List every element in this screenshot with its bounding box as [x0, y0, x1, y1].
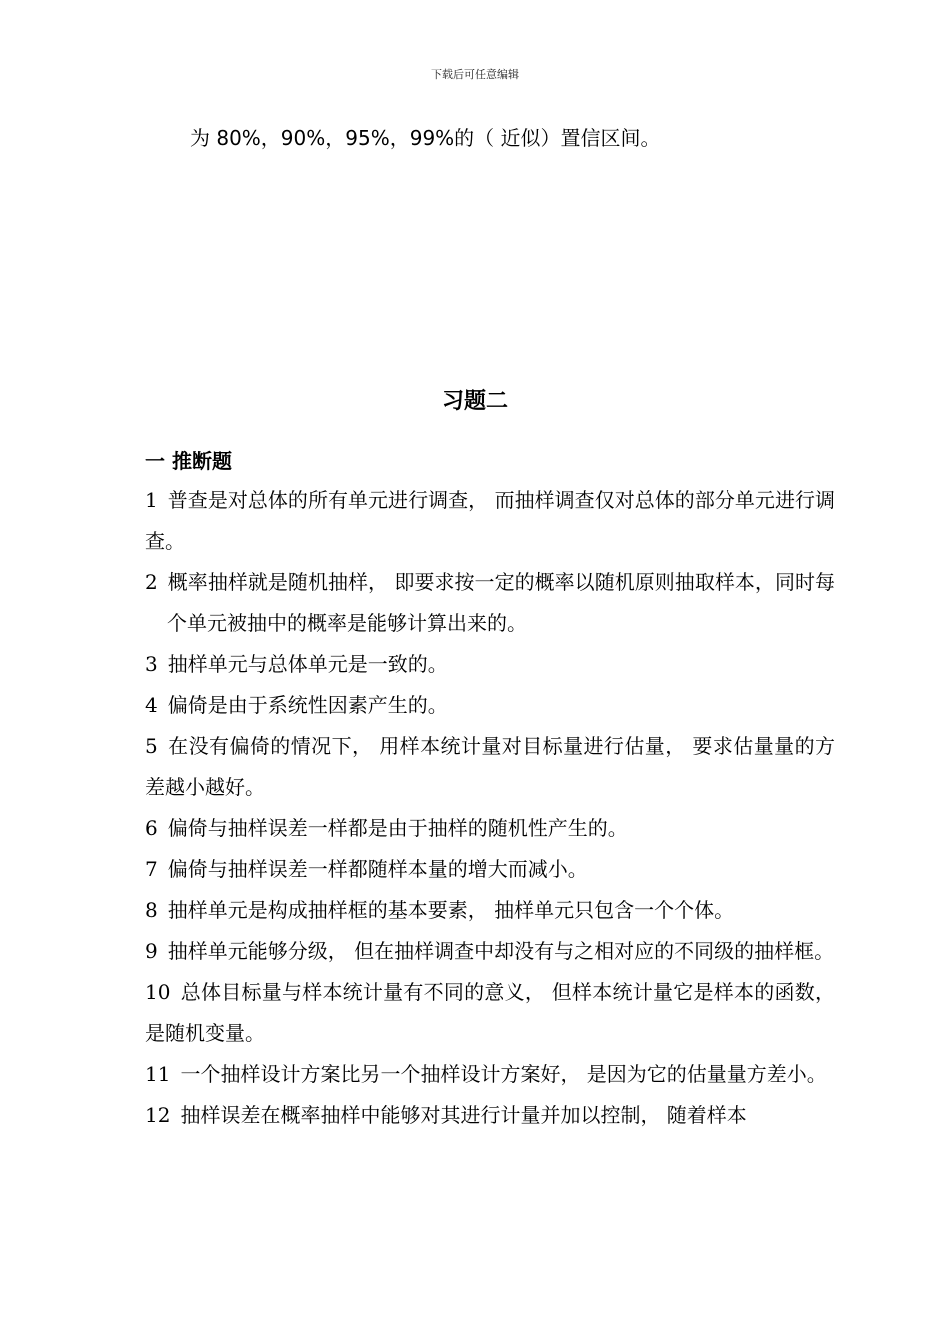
question-item-5 — [145, 726, 835, 808]
page-header: 下载后可任意编辑 — [431, 68, 519, 81]
question-text: 总体目标量与样本统计量有不同的意义， 但样本统计量它是样本的函数， 是随机变量。 — [145, 980, 835, 1045]
question-number: 5 — [145, 734, 158, 758]
question-number: 8 — [145, 898, 158, 922]
question-list — [145, 480, 835, 1136]
question-text: 一个抽样设计方案比另一个抽样设计方案好， 是因为它的估量量方差小。 — [180, 1062, 827, 1086]
question-text: 概率抽样就是随机抽样， 即要求按一定的概率以随机原则抽取样本，同时每个单元被抽中的概率是能够计算出来的。 — [167, 570, 835, 635]
question-text: 在没有偏倚的情况下， 用样本统计量对目标量进行估量， 要求估量量的方差越小越好。 — [145, 734, 835, 799]
question-text: 抽样单元是构成抽样框的基本要素， 抽样单元只包含一个个体。 — [167, 898, 735, 922]
question-number: 2 — [145, 570, 158, 594]
section-heading: 一 推断题 — [145, 449, 232, 473]
question-item-11 — [145, 1054, 835, 1095]
question-item-4 — [145, 685, 835, 726]
question-text: 抽样单元能够分级， 但在抽样调查中却没有与之相对应的不同级的抽样框。 — [167, 939, 835, 963]
page-title: 习题二 — [441, 389, 508, 414]
question-number: 6 — [145, 816, 158, 840]
question-number: 11 — [145, 1062, 171, 1086]
question-item-2 — [145, 562, 835, 644]
question-text: 普查是对总体的所有单元进行调查， 而抽样调查仅对总体的部分单元进行调查。 — [145, 488, 835, 553]
question-number: 4 — [145, 693, 158, 717]
question-item-7 — [145, 849, 835, 890]
question-number: 10 — [145, 980, 171, 1004]
question-item-8 — [145, 890, 835, 931]
question-number: 3 — [145, 652, 158, 676]
question-text: 抽样误差在概率抽样中能够对其进行计量并加以控制， 随着样本 — [180, 1103, 747, 1127]
question-text: 偏倚与抽样误差一样都随样本量的增大而减小。 — [167, 857, 588, 881]
question-item-6 — [145, 808, 835, 849]
question-item-12 — [145, 1095, 835, 1136]
question-item-3 — [145, 644, 835, 685]
question-text: 偏倚与抽样误差一样都是由于抽样的随机性产生的。 — [167, 816, 628, 840]
question-number: 12 — [145, 1103, 171, 1127]
question-number: 7 — [145, 857, 158, 881]
continuation-text: 为 80%，90%，95%，99%的（ 近似）置信区间。 — [190, 126, 661, 150]
question-number: 9 — [145, 939, 158, 963]
question-item-10 — [145, 972, 835, 1054]
question-text: 偏倚是由于系统性因素产生的。 — [167, 693, 448, 717]
question-item-1 — [145, 480, 835, 562]
question-text: 抽样单元与总体单元是一致的。 — [167, 652, 448, 676]
question-item-9 — [145, 931, 835, 972]
question-number: 1 — [145, 488, 158, 512]
